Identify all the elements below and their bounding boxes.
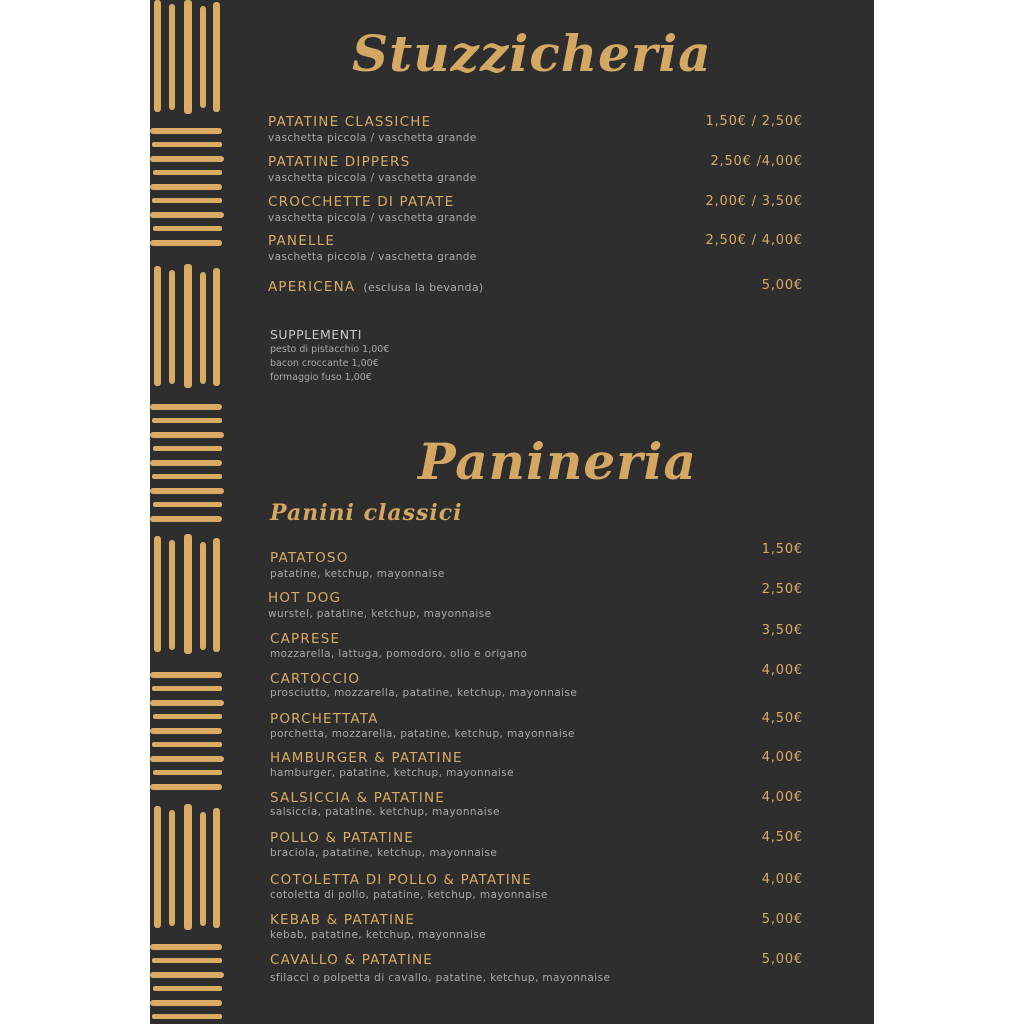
menu-item-name: PATATINE DIPPERS [268, 154, 411, 170]
menu-item-description: kebab, patatine, ketchup, mayonnaise [270, 929, 487, 941]
menu-item-name: PATATINE CLASSICHE [268, 114, 432, 130]
menu-item-name: HOT DOG [268, 590, 342, 606]
menu-item-price: 5,00€ [761, 952, 803, 967]
menu-item-price: 3,50€ [761, 623, 803, 638]
menu-item-name: CAVALLO & PATATINE [270, 952, 434, 968]
menu-item-price: 4,50€ [761, 711, 803, 726]
menu-item-name: CROCCHETTE DI PATATE [268, 194, 455, 210]
menu-item-name: KEBAB & PATATINE [270, 912, 416, 928]
brush-stroke-pattern [150, 0, 226, 1024]
menu-item-name: APERICENA [268, 279, 356, 295]
menu-item-price: 1,50€ / 2,50€ [705, 114, 803, 129]
menu-item-name: SALSICCIA & PATATINE [270, 790, 446, 806]
menu-item-name: PORCHETTATA [270, 711, 379, 727]
section-title-panineria: Panineria [418, 432, 697, 491]
menu-item-name: COTOLETTA DI POLLO & PATATINE [270, 872, 532, 888]
menu-item-price: 1,50€ [761, 542, 803, 557]
menu-item-name: CAPRESE [270, 631, 341, 647]
section-subtitle-panini-classici: Panini classici [270, 500, 463, 526]
menu-item-description: vaschetta piccola / vaschetta grande [268, 251, 477, 263]
menu-item-description: vaschetta piccola / vaschetta grande [268, 172, 477, 184]
menu-item-name: PATATOSO [270, 550, 349, 566]
supplementi-line: bacon croccante 1,00€ [270, 358, 379, 369]
menu-item-name: PANELLE [268, 233, 336, 249]
menu-item-price: 2,50€ [761, 582, 803, 597]
menu-item-description: hamburger, patatine, ketchup, mayonnaise [270, 767, 514, 779]
menu-item-name: HAMBURGER & PATATINE [270, 750, 463, 766]
menu-item-description: salsiccia, patatine. ketchup, mayonnaise [270, 806, 500, 818]
menu-item-description: cotoletta di pollo, patatine, ketchup, mayonnaise [270, 889, 548, 901]
menu-item-price: 4,00€ [761, 663, 803, 678]
menu-item-note: (esclusa la bevanda) [363, 281, 484, 294]
menu-item-price: 4,00€ [761, 872, 803, 887]
supplementi-title: SUPPLEMENTI [270, 327, 362, 342]
menu-item-price: 2,50€ /4,00€ [710, 154, 803, 169]
menu-item-description: braciola, patatine, ketchup, mayonnaise [270, 847, 498, 859]
section-title-stuzzicheria: Stuzzicheria [352, 24, 712, 83]
menu-item-description: vaschetta piccola / vaschetta grande [268, 132, 477, 144]
menu-item-description: wurstel, patatine, ketchup, mayonnaise [268, 608, 492, 620]
menu-item-price: 4,50€ [761, 830, 803, 845]
menu-item-price: 5,00€ [761, 912, 803, 927]
menu-item-price: 2,50€ / 4,00€ [705, 233, 803, 248]
menu-item-description: vaschetta piccola / vaschetta grande [268, 212, 477, 224]
menu-item-description: sfilacci o polpetta di cavallo, patatine, ketchup, mayonnaise [270, 972, 611, 984]
menu-item-price: 5,00€ [761, 278, 803, 293]
menu-item-price: 4,00€ [761, 750, 803, 765]
menu-item-description: patatine, ketchup, mayonnaise [270, 568, 445, 580]
menu-item-description: mozzarella, lattuga, pomodoro, olio e origano [270, 648, 528, 660]
menu-item-price: 2,00€ / 3,50€ [705, 194, 803, 209]
supplementi-line: pesto di pistacchio 1,00€ [270, 344, 390, 355]
menu-item-description: prosciutto, mozzarella, patatine, ketchup, mayonnaise [270, 687, 578, 699]
menu-item-name: CARTOCCIO [270, 671, 361, 687]
supplementi-line: formaggio fuso 1,00€ [270, 372, 372, 383]
menu-item-apericena [268, 279, 483, 295]
menu-item-price: 4,00€ [761, 790, 803, 805]
menu-item-name: POLLO & PATATINE [270, 830, 414, 846]
menu-item-description: porchetta, mozzarella, patatine, ketchup, mayonnaise [270, 728, 575, 740]
